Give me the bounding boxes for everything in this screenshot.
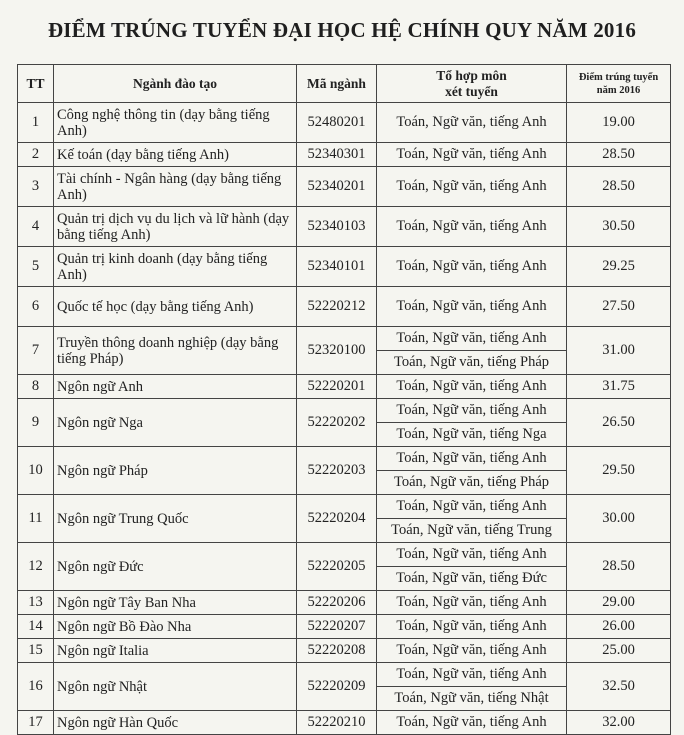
subject-combination: Toán, Ngữ văn, tiếng Đức (377, 567, 567, 591)
major-name: Truyền thông doanh nghiệp (dạy bằng tiếng Pháp) (54, 327, 297, 375)
admission-scores-table (17, 64, 671, 735)
row-number: 1 (18, 103, 54, 143)
subject-combination: Toán, Ngữ văn, tiếng Anh (377, 103, 567, 143)
major-code: 52220207 (297, 615, 377, 639)
admission-score: 31.00 (567, 327, 671, 375)
admission-score: 31.75 (567, 375, 671, 399)
major-name: Ngôn ngữ Nga (54, 399, 297, 447)
admission-score: 30.00 (567, 495, 671, 543)
table-row (18, 399, 671, 423)
major-name: Ngôn ngữ Tây Ban Nha (54, 591, 297, 615)
table-row (18, 167, 671, 207)
admission-score: 19.00 (567, 103, 671, 143)
subject-combination: Toán, Ngữ văn, tiếng Anh (377, 591, 567, 615)
admission-score: 29.00 (567, 591, 671, 615)
table-row (18, 327, 671, 351)
admission-score: 26.50 (567, 399, 671, 447)
table-row (18, 591, 671, 615)
table-row (18, 495, 671, 519)
major-code: 52220204 (297, 495, 377, 543)
row-number: 12 (18, 543, 54, 591)
row-number: 3 (18, 167, 54, 207)
major-name: Ngôn ngữ Trung Quốc (54, 495, 297, 543)
major-code: 52340301 (297, 143, 377, 167)
header-combo-line1: Tổ hợp môn (436, 67, 507, 83)
admission-score: 27.50 (567, 287, 671, 327)
admission-score: 28.50 (567, 167, 671, 207)
major-code: 52220203 (297, 447, 377, 495)
subject-combination: Toán, Ngữ văn, tiếng Anh (377, 615, 567, 639)
table-row (18, 103, 671, 143)
admission-score: 29.50 (567, 447, 671, 495)
subject-combination: Toán, Ngữ văn, tiếng Anh (377, 447, 567, 471)
admission-score: 29.25 (567, 247, 671, 287)
table-row (18, 207, 671, 247)
header-score (567, 65, 671, 103)
subject-combination: Toán, Ngữ văn, tiếng Anh (377, 287, 567, 327)
row-number: 5 (18, 247, 54, 287)
table-row (18, 375, 671, 399)
major-name: Ngôn ngữ Pháp (54, 447, 297, 495)
major-code: 52340101 (297, 247, 377, 287)
admission-score: 28.50 (567, 543, 671, 591)
subject-combination: Toán, Ngữ văn, tiếng Anh (377, 399, 567, 423)
major-name: Ngôn ngữ Anh (54, 375, 297, 399)
major-code: 52220205 (297, 543, 377, 591)
admission-score: 32.00 (567, 711, 671, 735)
major-name: Tài chính - Ngân hàng (dạy bằng tiếng Anh) (54, 167, 297, 207)
admission-score: 30.50 (567, 207, 671, 247)
subject-combination: Toán, Ngữ văn, tiếng Anh (377, 143, 567, 167)
major-code: 52480201 (297, 103, 377, 143)
row-number: 14 (18, 615, 54, 639)
subject-combination: Toán, Ngữ văn, tiếng Anh (377, 663, 567, 687)
subject-combination: Toán, Ngữ văn, tiếng Nhật (377, 687, 567, 711)
major-code: 52220209 (297, 663, 377, 711)
table-row (18, 639, 671, 663)
major-name: Ngôn ngữ Bồ Đào Nha (54, 615, 297, 639)
major-code: 52340103 (297, 207, 377, 247)
major-code: 52220210 (297, 711, 377, 735)
table-row (18, 615, 671, 639)
admission-score: 26.00 (567, 615, 671, 639)
row-number: 6 (18, 287, 54, 327)
table-row (18, 287, 671, 327)
table-row (18, 447, 671, 471)
subject-combination: Toán, Ngữ văn, tiếng Anh (377, 543, 567, 567)
row-number: 8 (18, 375, 54, 399)
subject-combination: Toán, Ngữ văn, tiếng Anh (377, 495, 567, 519)
table-header-row (18, 65, 671, 103)
row-number: 4 (18, 207, 54, 247)
table-row (18, 143, 671, 167)
major-name: Quản trị kinh doanh (dạy bằng tiếng Anh) (54, 247, 297, 287)
major-code: 52220201 (297, 375, 377, 399)
subject-combination: Toán, Ngữ văn, tiếng Trung (377, 519, 567, 543)
major-code: 52320100 (297, 327, 377, 375)
major-code: 52220212 (297, 287, 377, 327)
major-name: Ngôn ngữ Nhật (54, 663, 297, 711)
major-code: 52220206 (297, 591, 377, 615)
table-body (18, 103, 671, 735)
subject-combination: Toán, Ngữ văn, tiếng Anh (377, 711, 567, 735)
subject-combination: Toán, Ngữ văn, tiếng Pháp (377, 471, 567, 495)
table-row (18, 247, 671, 287)
subject-combination: Toán, Ngữ văn, tiếng Nga (377, 423, 567, 447)
header-combo-line2: xét tuyển (445, 83, 498, 99)
major-name: Quốc tế học (dạy bằng tiếng Anh) (54, 287, 297, 327)
table-row (18, 543, 671, 567)
page-title: ĐIỂM TRÚNG TUYỂN ĐẠI HỌC HỆ CHÍNH QUY NĂM 2016 (47, 18, 637, 42)
subject-combination: Toán, Ngữ văn, tiếng Anh (377, 247, 567, 287)
admission-score: 28.50 (567, 143, 671, 167)
subject-combination: Toán, Ngữ văn, tiếng Pháp (377, 351, 567, 375)
subject-combination: Toán, Ngữ văn, tiếng Anh (377, 207, 567, 247)
major-code: 52220202 (297, 399, 377, 447)
table-row (18, 711, 671, 735)
major-name: Ngôn ngữ Hàn Quốc (54, 711, 297, 735)
row-number: 10 (18, 447, 54, 495)
row-number: 17 (18, 711, 54, 735)
row-number: 2 (18, 143, 54, 167)
major-name: Ngôn ngữ Đức (54, 543, 297, 591)
header-tt: TT (18, 65, 54, 103)
subject-combination: Toán, Ngữ văn, tiếng Anh (377, 327, 567, 351)
row-number: 16 (18, 663, 54, 711)
header-code: Mã ngành (297, 65, 377, 103)
header-score-line2: năm 2016 (596, 84, 641, 96)
admission-score: 32.50 (567, 663, 671, 711)
row-number: 15 (18, 639, 54, 663)
major-name: Công nghệ thông tin (dạy bằng tiếng Anh) (54, 103, 297, 143)
row-number: 13 (18, 591, 54, 615)
subject-combination: Toán, Ngữ văn, tiếng Anh (377, 167, 567, 207)
major-code: 52340201 (297, 167, 377, 207)
row-number: 9 (18, 399, 54, 447)
major-code: 52220208 (297, 639, 377, 663)
row-number: 7 (18, 327, 54, 375)
header-major: Ngành đào tạo (54, 65, 297, 103)
subject-combination: Toán, Ngữ văn, tiếng Anh (377, 639, 567, 663)
header-score-line1: Điểm trúng tuyển (578, 71, 659, 83)
admission-score: 25.00 (567, 639, 671, 663)
subject-combination: Toán, Ngữ văn, tiếng Anh (377, 375, 567, 399)
major-name: Kế toán (dạy bằng tiếng Anh) (54, 143, 297, 167)
header-combo (377, 65, 567, 103)
major-name: Ngôn ngữ Italia (54, 639, 297, 663)
row-number: 11 (18, 495, 54, 543)
major-name: Quản trị dịch vụ du lịch và lữ hành (dạy bằng tiếng Anh) (54, 207, 297, 247)
table-row (18, 663, 671, 687)
